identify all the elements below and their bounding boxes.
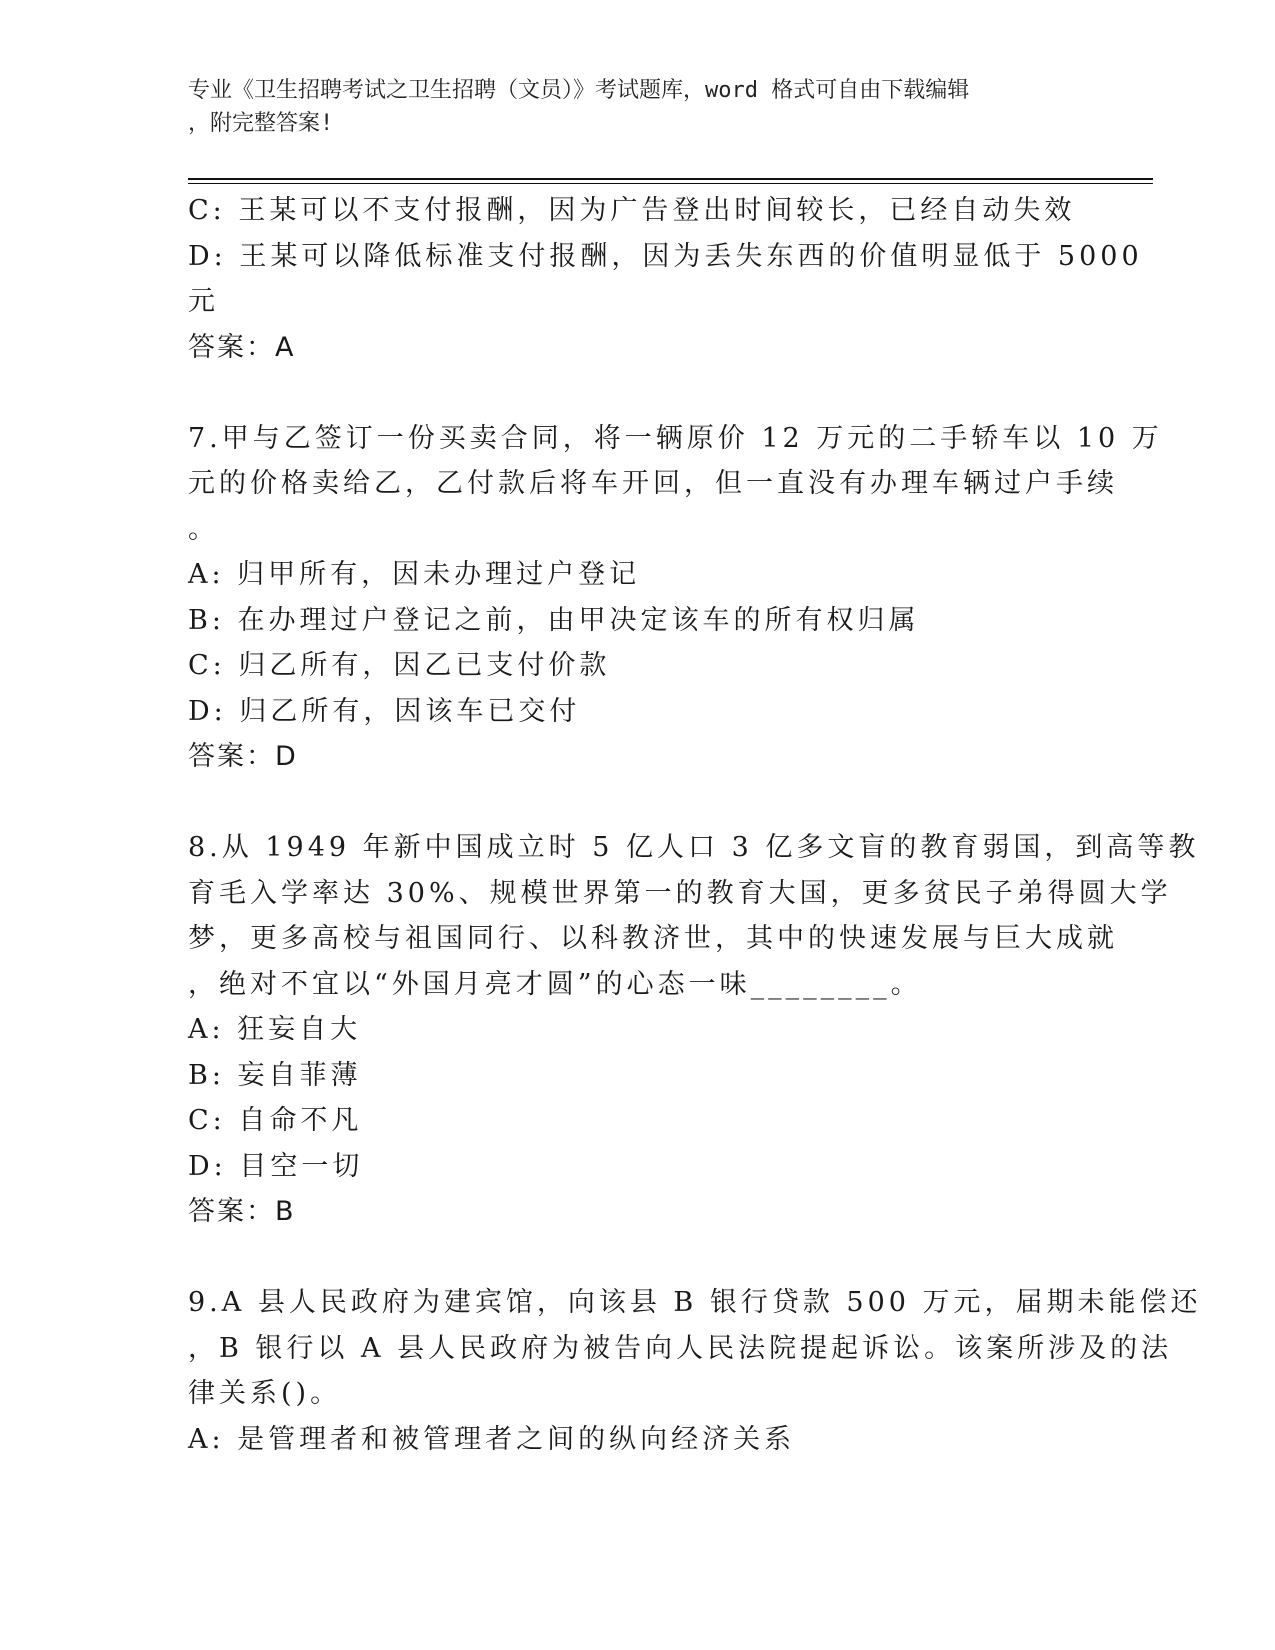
option-b: B: 妄自菲薄 <box>188 1059 362 1091</box>
block-spacer <box>188 1235 1088 1281</box>
question-text-line: 9.A 县人民政府为建宾馆，向该县 B 银行贷款 500 万元，届期未能偿还 <box>188 1287 1202 1318</box>
option-line: 元 <box>188 286 219 317</box>
document-header <box>188 74 1088 140</box>
option-line: D: 王某可以降低标准支付报酬，因为丢失东西的价值明显低于 5000 <box>188 240 1143 272</box>
question-text-line: 7.甲与乙签订一份买卖合同，将一辆原价 12 万元的二手轿车以 10 万 <box>188 422 1163 454</box>
option-a: A: 是管理者和被管理者之间的纵向经济关系 <box>188 1423 796 1455</box>
question-text-line: 8.从 1949 年新中国成立时 5 亿人口 3 亿多文盲的教育弱国，到高等教 <box>188 832 1200 863</box>
question-text-line: ，B 银行以 A 县人民政府为被告向人民法院提起诉讼。该案所涉及的法 <box>188 1332 1173 1364</box>
answer-line: 答案：A <box>188 331 296 363</box>
question-list <box>188 188 1202 1462</box>
header-rule-thin <box>188 183 1153 184</box>
block-spacer <box>188 370 1088 416</box>
option-line: C: 王某可以不支付报酬，因为广告登出时间较长，已经自动失效 <box>188 195 1076 226</box>
question-text-line: ，绝对不宜以“外国月亮才圆”的心态一味________。 <box>188 968 922 1000</box>
question-text-line: 元的价格卖给乙，乙付款后将车开回，但一直没有办理车辆过户手续 <box>188 468 1118 499</box>
question-block <box>188 1280 1202 1462</box>
option-c: C: 自命不凡 <box>188 1105 363 1136</box>
option-d: D: 目空一切 <box>188 1150 364 1182</box>
option-d: D: 归乙所有，因该车已交付 <box>188 695 581 727</box>
option-b: B: 在办理过户登记之前，由甲决定该车的所有权归属 <box>188 604 920 636</box>
question-text-line: 育毛入学率达 30%、规模世界第一的教育大国，更多贫民子弟得圆大学 <box>188 877 1172 909</box>
answer-line: 答案：B <box>188 1196 296 1227</box>
header-line-1: 专业《卫生招聘考试之卫生招聘（文员）》考试题库，word 格式可自由下载编辑 <box>188 78 970 103</box>
question-block <box>188 416 1163 780</box>
question-block <box>188 825 1200 1235</box>
header-line-2: ，附完整答案! <box>188 111 334 136</box>
option-c: C: 归乙所有，因乙已支付价款 <box>188 650 611 681</box>
block-spacer <box>188 780 1088 826</box>
question-block <box>188 188 1143 370</box>
question-text-line: 。 <box>188 513 219 545</box>
header-rule-thick <box>188 178 1153 180</box>
answer-line: 答案：D <box>188 741 298 772</box>
option-a: A: 狂妄自大 <box>188 1014 362 1045</box>
question-text-line: 梦，更多高校与祖国同行、以科教济世，其中的快速发展与巨大成就 <box>188 923 1118 954</box>
option-a: A: 归甲所有，因未办理过户登记 <box>188 559 641 590</box>
question-text-line: 律关系()。 <box>188 1378 342 1409</box>
